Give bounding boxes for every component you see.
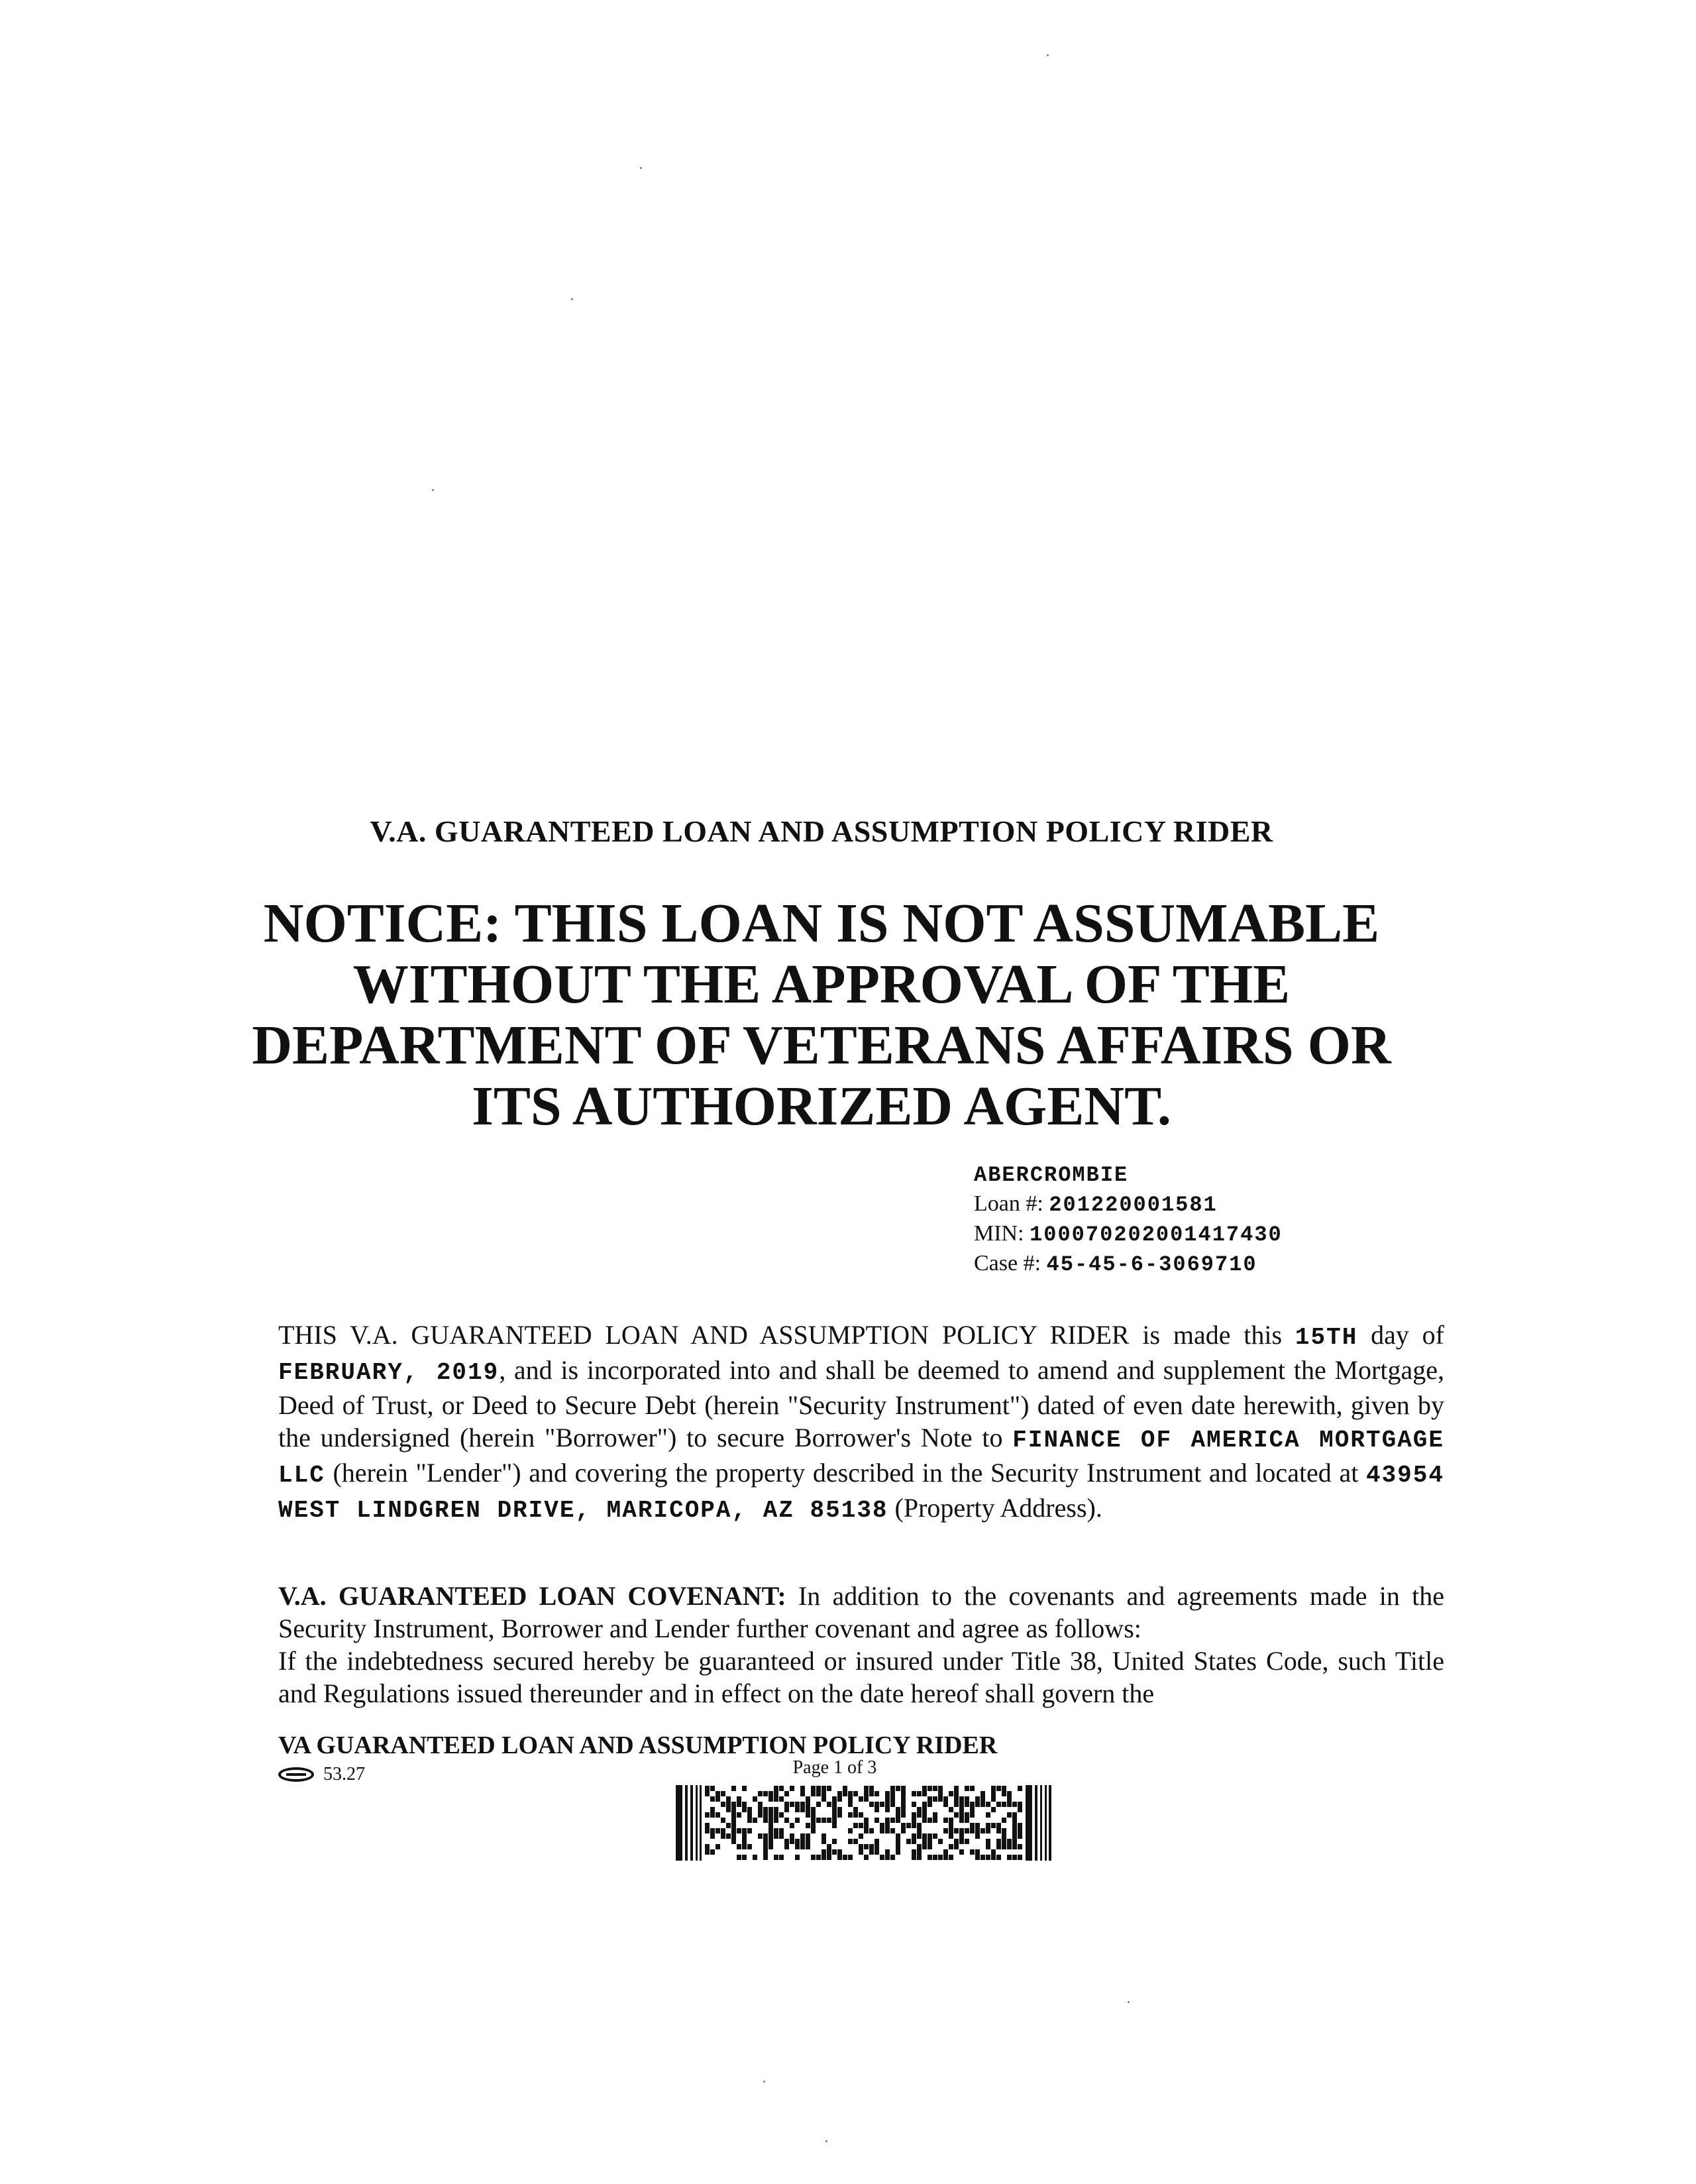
scan-speck bbox=[432, 489, 434, 491]
form-number: 53.27 bbox=[323, 1764, 365, 1784]
form-number-row bbox=[278, 1764, 365, 1785]
loan-identifiers bbox=[974, 1160, 1283, 1279]
notice-line: DEPARTMENT OF VETERANS AFFAIRS OR bbox=[252, 1014, 1391, 1076]
notice-line: NOTICE: THIS LOAN IS NOT ASSUMABLE bbox=[263, 893, 1380, 954]
min-label: MIN: bbox=[974, 1221, 1024, 1246]
scan-speck bbox=[763, 2081, 765, 2083]
notice-line: WITHOUT THE APPROVAL OF THE bbox=[352, 954, 1291, 1015]
rider-day: 15TH bbox=[1295, 1324, 1358, 1351]
min-number: 100070202001417430 bbox=[1030, 1223, 1283, 1247]
scan-speck bbox=[1047, 54, 1049, 56]
paragraph-text: THIS V.A. GUARANTEED LOAN AND ASSUMPTION POLICY RIDER is made this bbox=[278, 1320, 1295, 1350]
scan-speck bbox=[1128, 2001, 1130, 2003]
assumption-notice bbox=[132, 893, 1510, 1137]
covenant-paragraph bbox=[278, 1580, 1444, 1710]
loan-label: Loan #: bbox=[974, 1191, 1043, 1216]
scan-speck bbox=[571, 298, 573, 300]
rider-month-year: FEBRUARY, 2019 bbox=[278, 1359, 500, 1386]
scan-speck bbox=[825, 2140, 827, 2142]
case-number: 45-45-6-3069710 bbox=[1046, 1252, 1257, 1277]
paragraph-text: (Property Address). bbox=[888, 1493, 1102, 1523]
paragraph-text: , and is incorporated into and shall be deemed to amend and supplement the Mortgage, Deed of Trust, or Deed to Secure Debt (herein "Security Instrument") dated of even date herewith, given by the undersigned (herein "Borrower") to secure Borrower's Note to bbox=[278, 1355, 1444, 1452]
paragraph-text: (herein "Lender") and covering the property described in the Security Instrument and located at bbox=[325, 1458, 1366, 1488]
property-address: 43954 WEST LINDGREN DRIVE, MARICOPA, AZ 85138 bbox=[278, 1462, 1444, 1524]
paragraph-text: If the indebtedness secured hereby be guaranteed or insured under Title 38, United States Code, such Title and Regulations issued thereunder and in effect on the date hereof shall govern the bbox=[278, 1646, 1444, 1708]
notice-line: ITS AUTHORIZED AGENT. bbox=[472, 1075, 1171, 1137]
rider-intro-paragraph bbox=[278, 1319, 1444, 1527]
footer-form-title: VA GUARANTEED LOAN AND ASSUMPTION POLICY RIDER bbox=[278, 1731, 998, 1759]
paragraph-text: day of bbox=[1357, 1320, 1445, 1350]
paragraph-text: In addition to the covenants and agreements made in the Security Instrument, Borrower and Lender further covenant and agree as follows: bbox=[278, 1581, 1444, 1643]
loan-number: 201220001581 bbox=[1049, 1193, 1218, 1217]
form-logo-icon bbox=[278, 1767, 314, 1782]
document-title: V.A. GUARANTEED LOAN AND ASSUMPTION POLICY RIDER bbox=[370, 814, 1273, 848]
barcode-icon bbox=[676, 1785, 1052, 1861]
scan-speck bbox=[640, 167, 642, 169]
case-label: Case #: bbox=[974, 1251, 1041, 1276]
page-number: Page 1 of 3 bbox=[792, 1757, 877, 1778]
borrower-name: ABERCROMBIE bbox=[974, 1163, 1129, 1187]
covenant-heading: V.A. GUARANTEED LOAN COVENANT: bbox=[278, 1581, 786, 1611]
lender-name: FINANCE OF AMERICA MORTGAGE LLC bbox=[278, 1427, 1444, 1489]
